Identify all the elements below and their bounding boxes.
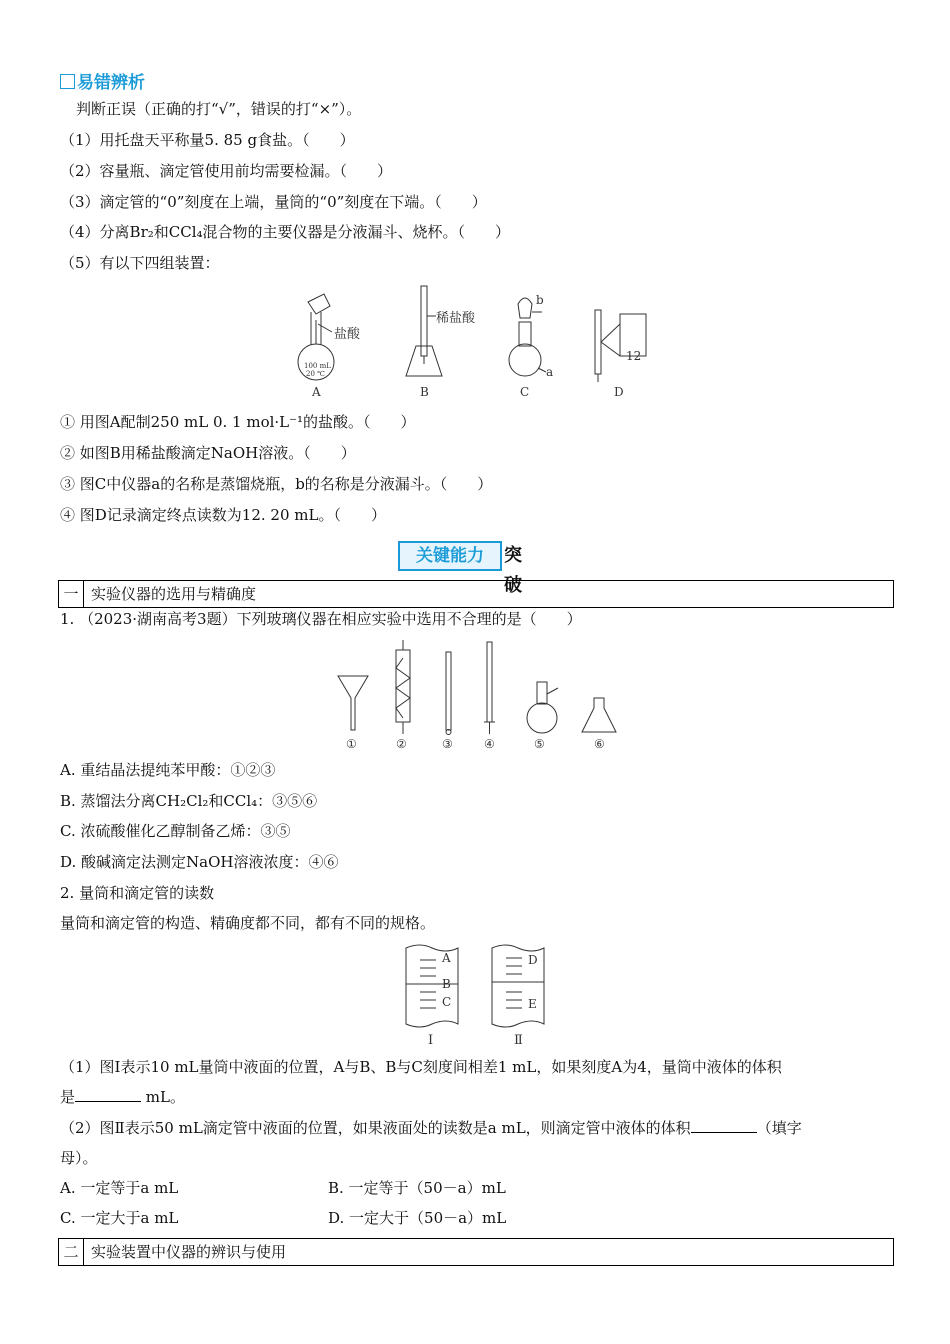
label-a: A — [312, 385, 321, 399]
q2-option-b: B. 一定等于（50－a）mL — [328, 1179, 506, 1197]
item-5: （5）有以下四组装置： — [60, 254, 220, 272]
q1-option-d: D. 酸碱滴定法测定NaOH溶液浓度：④⑥ — [60, 853, 339, 871]
question-1: 1. （2023·湖南高考3题）下列玻璃仪器在相应实验中选用不合理的是（ ） — [60, 610, 582, 628]
fig-label-4: ④ — [484, 737, 495, 751]
label-I: Ⅰ — [428, 1033, 434, 1048]
part1-title: 实验仪器的选用与精确度 — [91, 585, 257, 603]
mark-b: B — [442, 977, 451, 991]
cylinder-burette-figure — [400, 940, 560, 1050]
mark-d: D — [528, 953, 538, 967]
fig-label-5: ⑤ — [534, 737, 545, 751]
thermometer — [446, 652, 451, 730]
q2-2-line2: 母）。 — [60, 1149, 98, 1167]
a-label: a — [546, 365, 554, 379]
apparatus-figure-abcd — [290, 284, 670, 404]
q2-1-line1: （1）图Ⅰ表示10 mL量筒中液面的位置，A与B、B与C刻度间相差1 mL，如果刻度A为4，量筒中液体的体积 — [60, 1058, 782, 1076]
checkbox-icon — [60, 74, 75, 89]
flask-volume-label: 100 mL — [304, 362, 331, 370]
mark-c: C — [442, 995, 452, 1009]
apparatus-c — [509, 298, 546, 376]
part1-header — [58, 580, 894, 608]
conical-flask — [582, 698, 616, 732]
burette — [487, 642, 492, 722]
b-label: b — [536, 293, 544, 307]
label-d: D — [614, 385, 624, 399]
mark-a: A — [442, 951, 451, 965]
mark-e: E — [528, 997, 537, 1011]
label-II: Ⅱ — [514, 1033, 523, 1048]
distill-flask — [527, 703, 557, 733]
q2-1-line2: 是 mL。 — [60, 1088, 185, 1106]
sub-item-2: ② 如图B用稀盐酸滴定NaOH溶液。（ ） — [60, 444, 356, 462]
hcl-label: 盐酸 — [334, 327, 361, 342]
sub-item-4: ④ 图D记录滴定终点读数为12. 20 mL。（ ） — [60, 506, 386, 524]
label-b: B — [420, 385, 429, 399]
question-2-title: 2. 量筒和滴定管的读数 — [60, 884, 215, 902]
q1-option-a: A. 重结晶法提纯苯甲酸：①②③ — [60, 761, 276, 779]
sub-item-3: ③ 图C中仪器a的名称是蒸馏烧瓶，b的名称是分液漏斗。（ ） — [60, 475, 493, 493]
label-c: C — [520, 385, 530, 399]
item-4: （4）分离Br₂和CCl₄混合物的主要仪器是分液漏斗、烧杯。（ ） — [60, 223, 511, 241]
sub-item-1: ① 用图A配制250 mL 0. 1 mol·L⁻¹的盐酸。（ ） — [60, 413, 416, 431]
fig-label-2: ② — [396, 737, 407, 751]
flask-temp-label: 20 ℃ — [306, 370, 325, 378]
q2-option-a: A. 一定等于a mL — [60, 1179, 179, 1197]
dilute-hcl-label: 稀盐酸 — [436, 311, 476, 326]
answer-blank-2[interactable] — [691, 1118, 757, 1133]
intro-text: 判断正误（正确的打“√”，错误的打“×”）。 — [76, 100, 362, 118]
glassware-figure — [330, 638, 620, 752]
item-3: （3）滴定管的“0”刻度在上端，量筒的“0”刻度在下端。（ ） — [60, 193, 487, 211]
funnel — [338, 676, 368, 730]
q2-option-c: C. 一定大于a mL — [60, 1209, 179, 1227]
part2-header — [58, 1238, 894, 1266]
answer-blank-1[interactable] — [75, 1087, 141, 1102]
fig-label-6: ⑥ — [594, 737, 605, 751]
question-2-intro: 量筒和滴定管的构造、精确度都不同，都有不同的规格。 — [60, 914, 436, 932]
part2-title: 实验装置中仪器的辨识与使用 — [91, 1243, 287, 1261]
part1-num: 一 — [59, 581, 84, 607]
q1-option-b: B. 蒸馏法分离CH₂Cl₂和CCl₄：③⑤⑥ — [60, 792, 318, 810]
part2-num: 二 — [59, 1239, 84, 1265]
q2-option-d: D. 一定大于（50－a）mL — [328, 1209, 507, 1227]
banner-rest: 突破 — [504, 545, 522, 596]
fig-label-3: ③ — [442, 737, 453, 751]
apparatus-b — [406, 286, 442, 376]
reading-label: 12 — [626, 349, 642, 363]
section-title: 易错辨析 — [60, 68, 145, 93]
banner-highlight: 关键能力 — [398, 541, 502, 571]
item-2: （2）容量瓶、滴定管使用前均需要检漏。（ ） — [60, 162, 393, 180]
apparatus-d — [595, 310, 646, 382]
fig-label-1: ① — [346, 737, 357, 751]
item-1: （1）用托盘天平称量5. 85 g食盐。（ ） — [60, 131, 355, 149]
q1-option-c: C. 浓硫酸催化乙醇制备乙烯：③⑤ — [60, 822, 291, 840]
q2-2-line1: （2）图Ⅱ表示50 mL滴定管中液面的位置，如果液面处的读数是a mL，则滴定管中液体的体积 （填字 — [60, 1119, 802, 1137]
